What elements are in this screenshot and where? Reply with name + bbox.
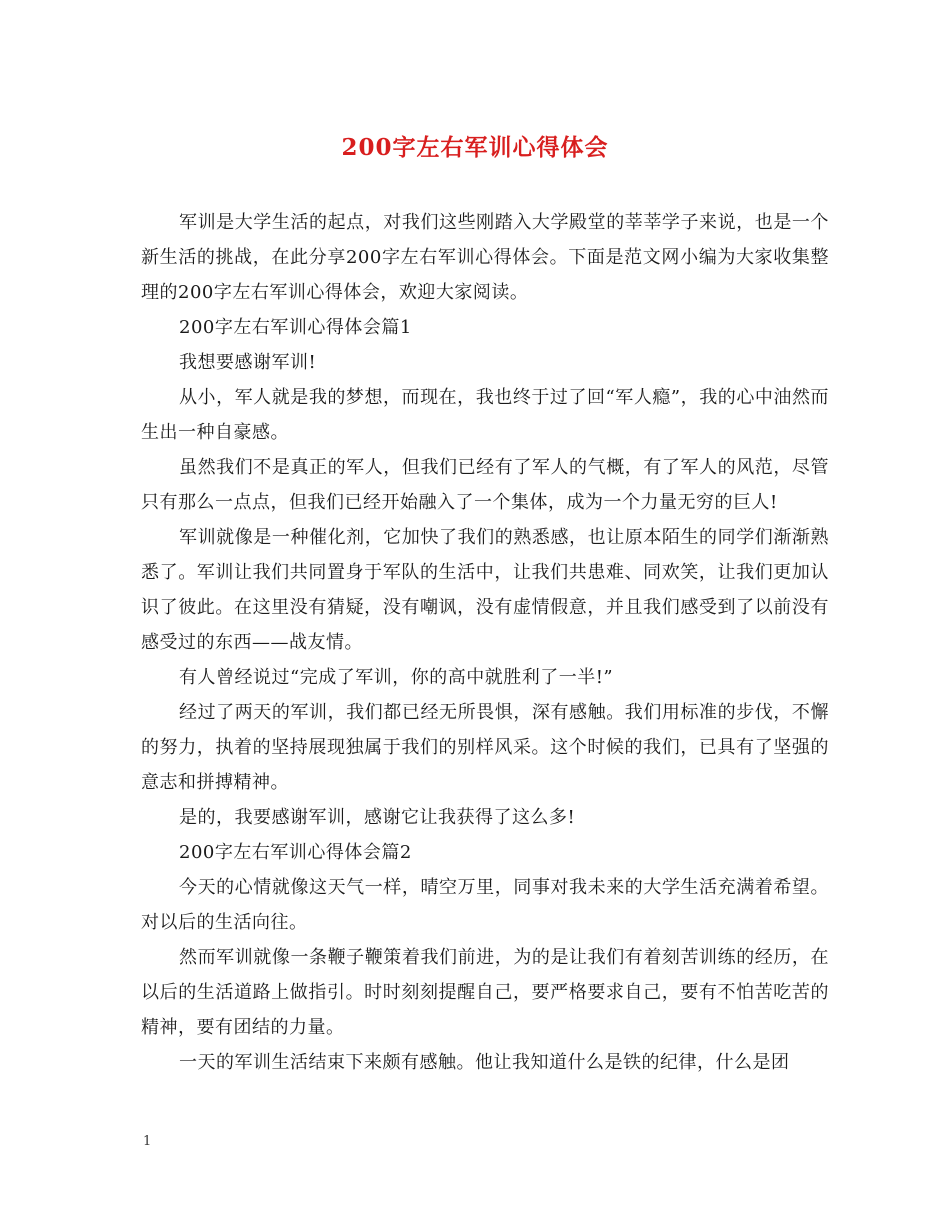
- body-paragraph: 一天的军训生活结束下来颇有感触。他让我知道什么是铁的纪律，什么是团: [179, 1052, 790, 1073]
- intro-paragraph: 军训是大学生活的起点，对我们这些刚踏入大学殿堂的莘莘学子来说，也是一个新生活的挑战，在此分享200字左右军训心得体会。下面是范文网小编为大家收集整理的200字左右军训心得体会，欢迎大家阅读。: [141, 212, 829, 303]
- body-paragraph: 然而军训就像一条鞭子鞭策着我们前进，为的是让我们有着刻苦训练的经历，在以后的生活道路上做指引。时时刻刻提醒自己，要严格要求自己，要有不怕苦吃苦的精神，要有团结的力量。: [141, 947, 829, 1038]
- page-number: 1: [143, 1134, 152, 1149]
- document-body: [141, 205, 829, 1080]
- section-heading-1: 200字左右军训心得体会篇1: [179, 317, 412, 338]
- body-paragraph: 今天的心情就像这天气一样，晴空万里，同事对我未来的大学生活充满着希望。对以后的生活向往。: [141, 877, 829, 933]
- body-paragraph: 从小，军人就是我的梦想，而现在，我也终于过了回“军人瘾”，我的心中油然而生出一种自豪感。: [141, 387, 829, 443]
- body-paragraph: 虽然我们不是真正的军人，但我们已经有了军人的气概，有了军人的风范，尽管只有那么一点点，但我们已经开始融入了一个集体，成为一个力量无穷的巨人!: [141, 457, 829, 513]
- body-paragraph: 经过了两天的军训，我们都已经无所畏惧，深有感触。我们用标准的步伐，不懈的努力，执着的坚持展现独属于我们的别样风采。这个时候的我们，已具有了坚强的意志和拼搏精神。: [141, 702, 829, 793]
- body-paragraph: 是的，我要感谢军训，感谢它让我获得了这么多!: [179, 807, 576, 828]
- body-paragraph: 我想要感谢军训!: [179, 352, 317, 373]
- body-paragraph: 军训就像是一种催化剂，它加快了我们的熟悉感，也让原本陌生的同学们渐渐熟悉了。军训让我们共同置身于军队的生活中，让我们共患难、同欢笑，让我们更加认识了彼此。在这里没有猜疑，没有嘲讽，没有虚情假意，并且我们感受到了以前没有感受过的东西——战友情。: [141, 527, 829, 653]
- body-paragraph: 有人曾经说过“完成了军训，你的高中就胜利了一半!”: [179, 667, 614, 688]
- document-title: 200字左右军训心得体会: [341, 134, 609, 161]
- section-heading-2: 200字左右军训心得体会篇2: [179, 842, 412, 863]
